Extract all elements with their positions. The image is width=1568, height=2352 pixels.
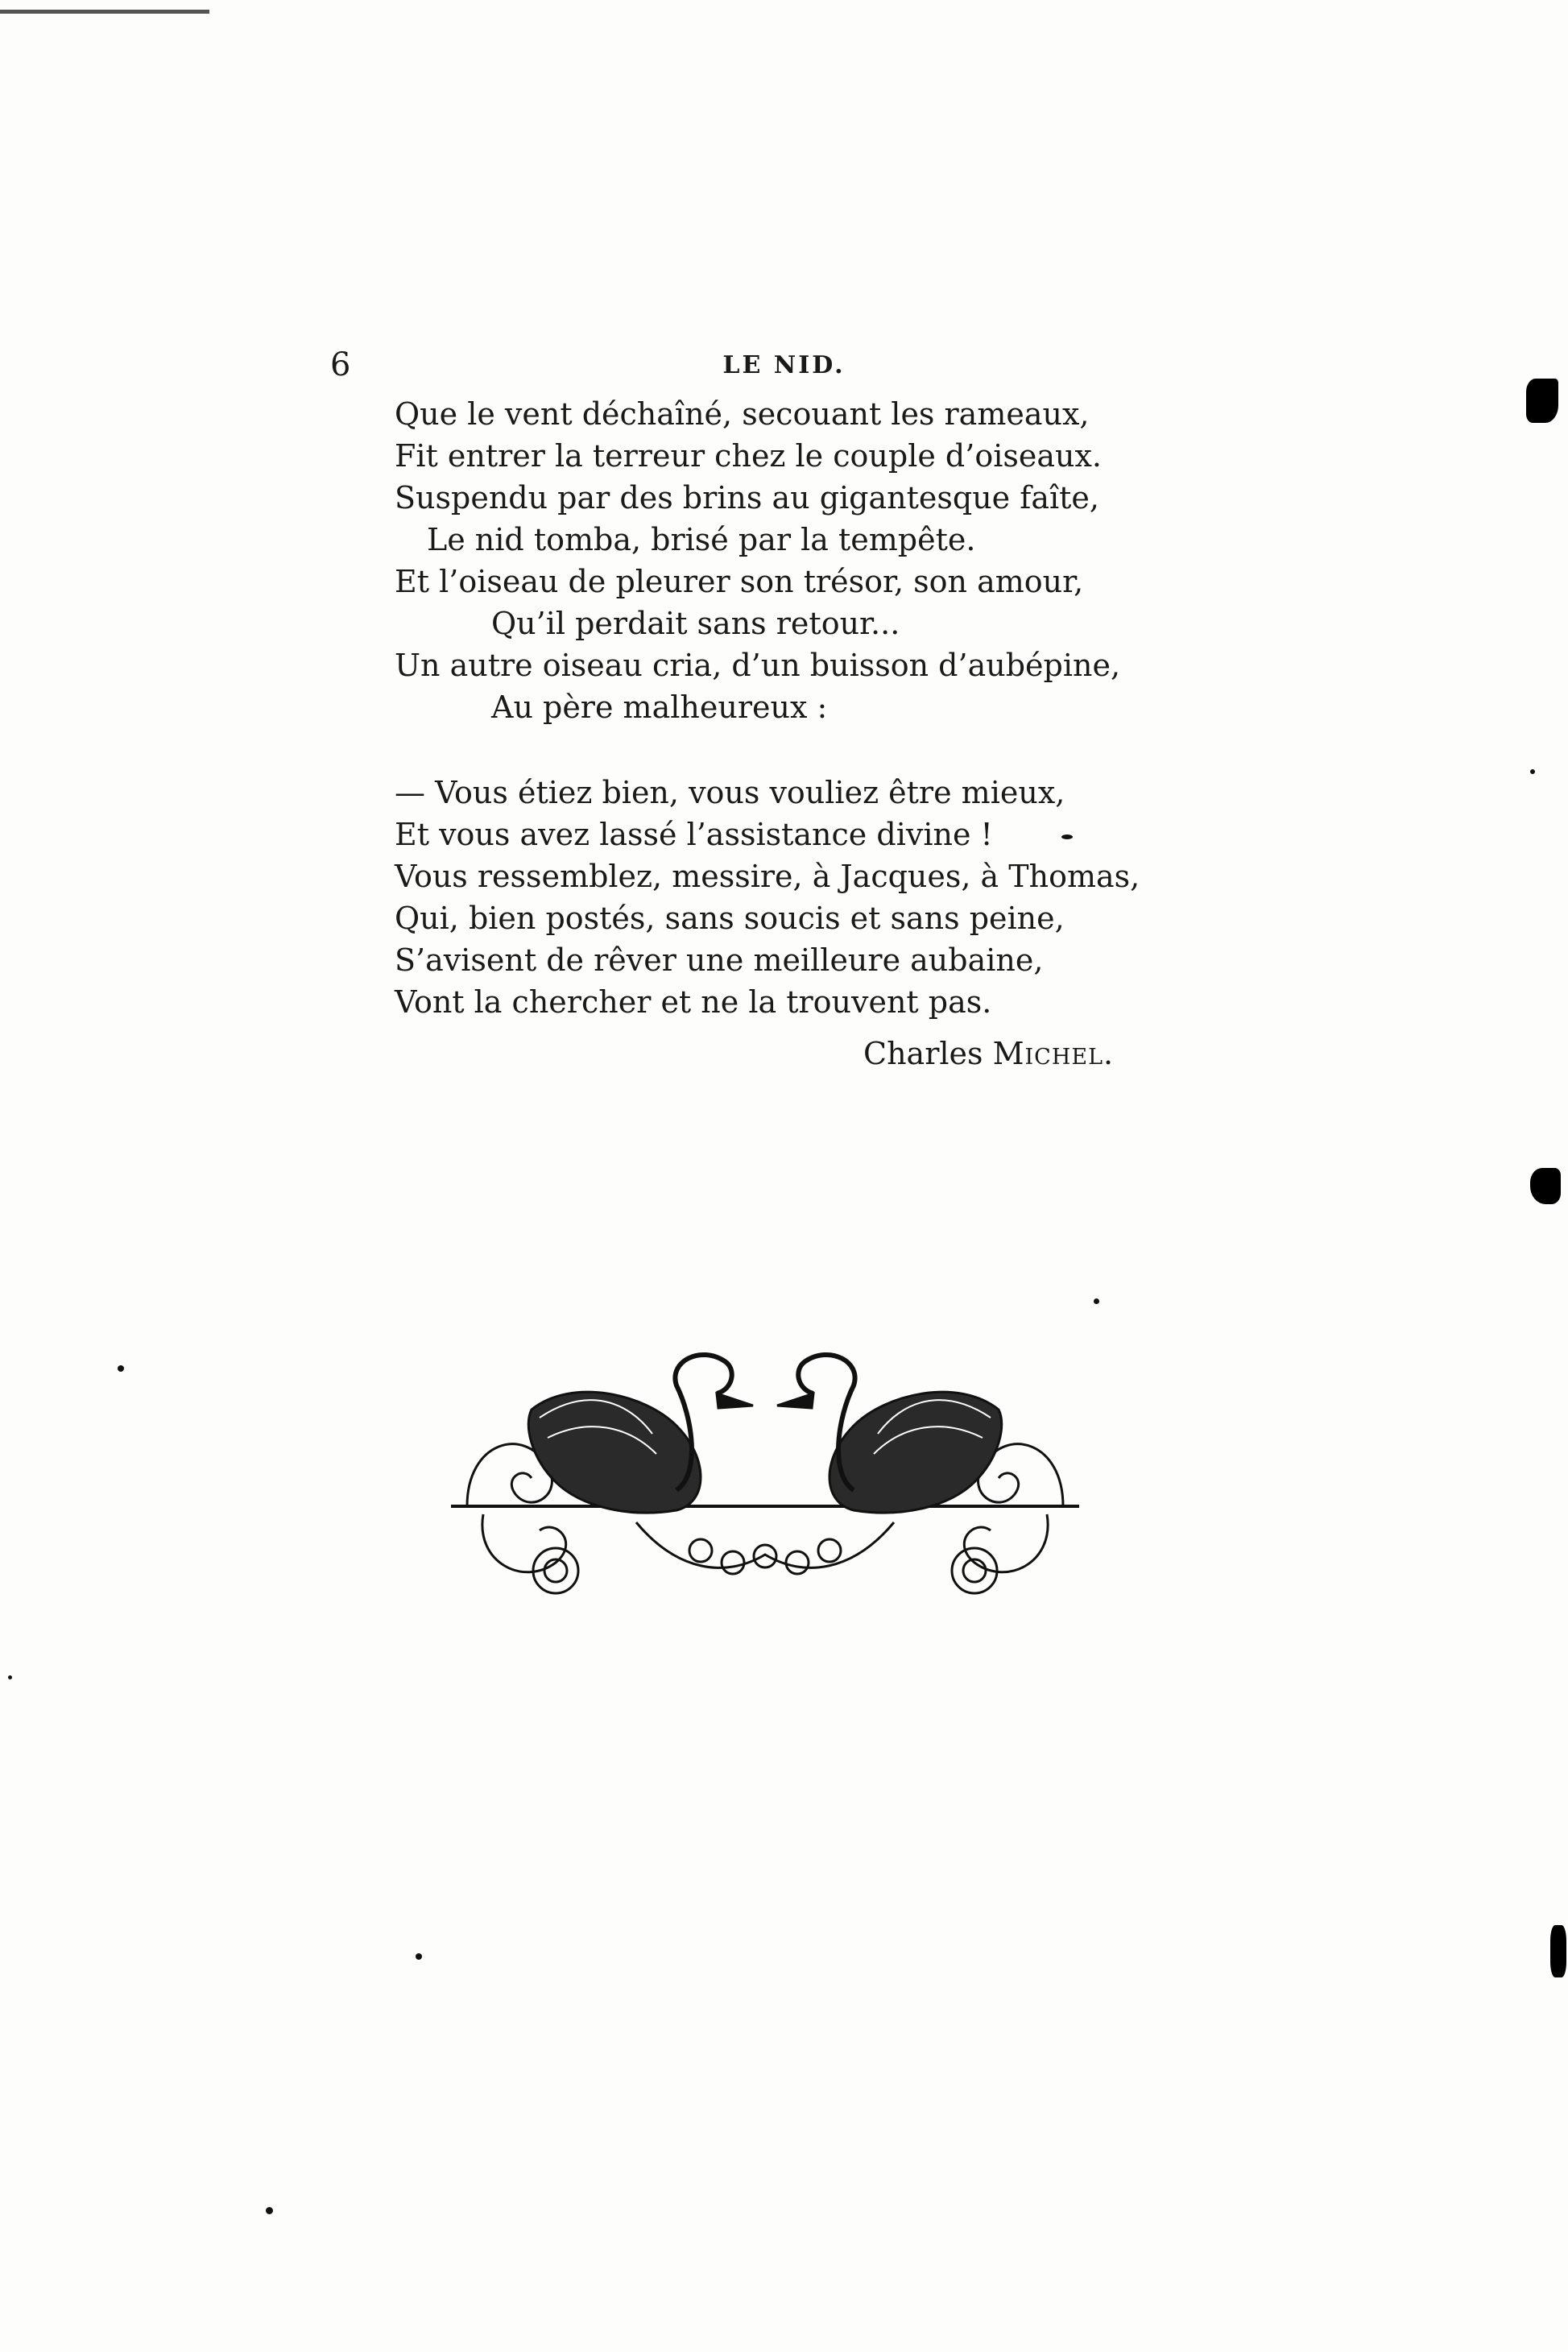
speck	[118, 1365, 124, 1372]
poem-line: S’avisent de rêver une meilleure aubaine,	[395, 942, 1044, 978]
speck	[8, 1675, 12, 1679]
poem-line: Fit entrer la terreur chez le couple d’oiseaux.	[395, 438, 1102, 474]
margin-blot	[1530, 1168, 1561, 1204]
margin-blot	[1526, 379, 1558, 423]
poem-line: Au père malheureux :	[491, 689, 828, 725]
speck	[416, 1953, 422, 1960]
running-head: LE NID.	[722, 351, 846, 379]
poem-line: Le nid tomba, brisé par la tempête.	[427, 522, 976, 557]
poem-line: Qui, bien postés, sans soucis et sans peine,	[395, 901, 1065, 936]
signature-first-name: Charles	[863, 1036, 983, 1071]
signature-last-name: Michel.	[992, 1036, 1115, 1071]
speck	[1094, 1298, 1099, 1304]
poem-line: Que le vent déchaîné, secouant les rameaux,	[395, 396, 1090, 432]
signature	[863, 1036, 1114, 1071]
poem-line: Vous ressemblez, messire, à Jacques, à Thomas,	[395, 859, 1140, 894]
poem-line: Suspendu par des brins au gigantesque faîte,	[395, 480, 1099, 516]
swans-vignette-icon	[435, 1329, 1095, 1611]
poem-line: Un autre oiseau cria, d’un buisson d’aubépine,	[395, 648, 1121, 683]
speck	[266, 2207, 273, 2214]
speck	[1530, 769, 1535, 774]
page-number: 6	[330, 346, 351, 383]
poem-line: — Vous étiez bien, vous vouliez être mieux,	[395, 775, 1065, 810]
margin-blot	[0, 10, 209, 14]
poem-line: Qu’il perdait sans retour...	[491, 606, 900, 641]
poem-line: Et l’oiseau de pleurer son trésor, son amour,	[395, 564, 1084, 599]
poem-line: Et vous avez lassé l’assistance divine !	[395, 817, 993, 852]
margin-blot	[1550, 1925, 1566, 1977]
poem-line: Vont la chercher et ne la trouvent pas.	[395, 984, 992, 1020]
speck	[1061, 834, 1073, 839]
